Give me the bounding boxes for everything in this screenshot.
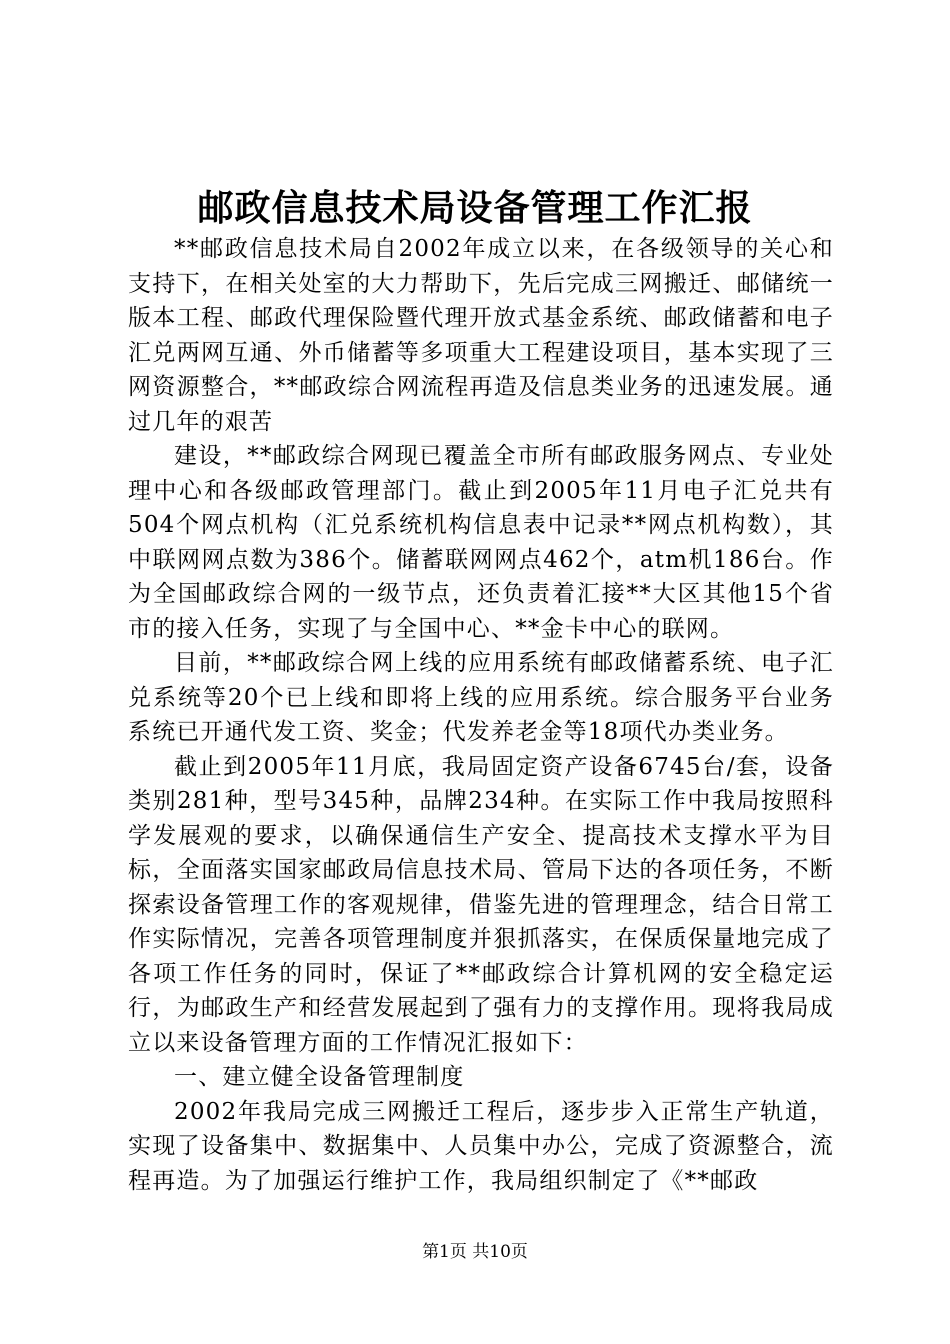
paragraph-equipment-summary: 截止到2005年11月底，我局固定资产设备6745台/套，设备类别281种，型号345种，品牌234种。在实际工作中我局按照科学发展观的要求，以确保通信生产安全、提高技术支撑水平为目标，全面落实国家邮政局信息技术局、管局下达的各项任务，不断探索设备管理工作的客观规律，借鉴先进的管理理念，结合日常工作实际情况，完善各项管理制度并狠抓落实，在保质保量地完成了各项工作任务的同时，保证了**邮政综合计算机网的安全稳定运行，为邮政生产和经营发展起到了强有力的支撑作用。现将我局成立以来设备管理方面的工作情况汇报如下： <box>128 753 834 1056</box>
document-title: 邮政信息技术局设备管理工作汇报 <box>197 187 753 229</box>
paragraph-network-coverage: 建设，**邮政综合网现已覆盖全市所有邮政服务网点、专业处理中心和各级邮政管理部门。截止到2005年11月电子汇兑共有504个网点机构（汇兑系统机构信息表中记录**网点机构数），其中联网网点数为386个。储蓄联网网点462个，atm机186台。作为全国邮政综合网的一级节点，还负责着汇接**大区其他15个省市的接入任务，实现了与全国中心、**金卡中心的联网。 <box>128 443 834 642</box>
paragraph-section-1: 2002年我局完成三网搬迁工程后，逐步步入正常生产轨道，实现了设备集中、数据集中、人员集中办公，完成了资源整合，流程再造。为了加强运行维护工作，我局组织制定了《**邮政 <box>128 1098 834 1194</box>
page-number-footer: 第1页 共10页 <box>422 1242 528 1262</box>
section-heading: 一、建立健全设备管理制度 <box>174 1064 465 1090</box>
paragraph-applications: 目前，**邮政综合网上线的应用系统有邮政储蓄系统、电子汇兑系统等20个已上线和即将上线的应用系统。综合服务平台业务系统已开通代发工资、奖金；代发养老金等18项代办类业务。 <box>128 650 834 745</box>
document-body <box>128 232 834 1198</box>
paragraph-intro: **邮政信息技术局自2002年成立以来，在各级领导的关心和支持下，在相关处室的大力帮助下，先后完成三网搬迁、邮储统一版本工程、邮政代理保险暨代理开放式基金系统、邮政储蓄和电子汇兑两网互通、外币储蓄等多项重大工程建设项目，基本实现了三网资源整合，**邮政综合网流程再造及信息类业务的迅速发展。通过几年的艰苦 <box>128 236 834 435</box>
